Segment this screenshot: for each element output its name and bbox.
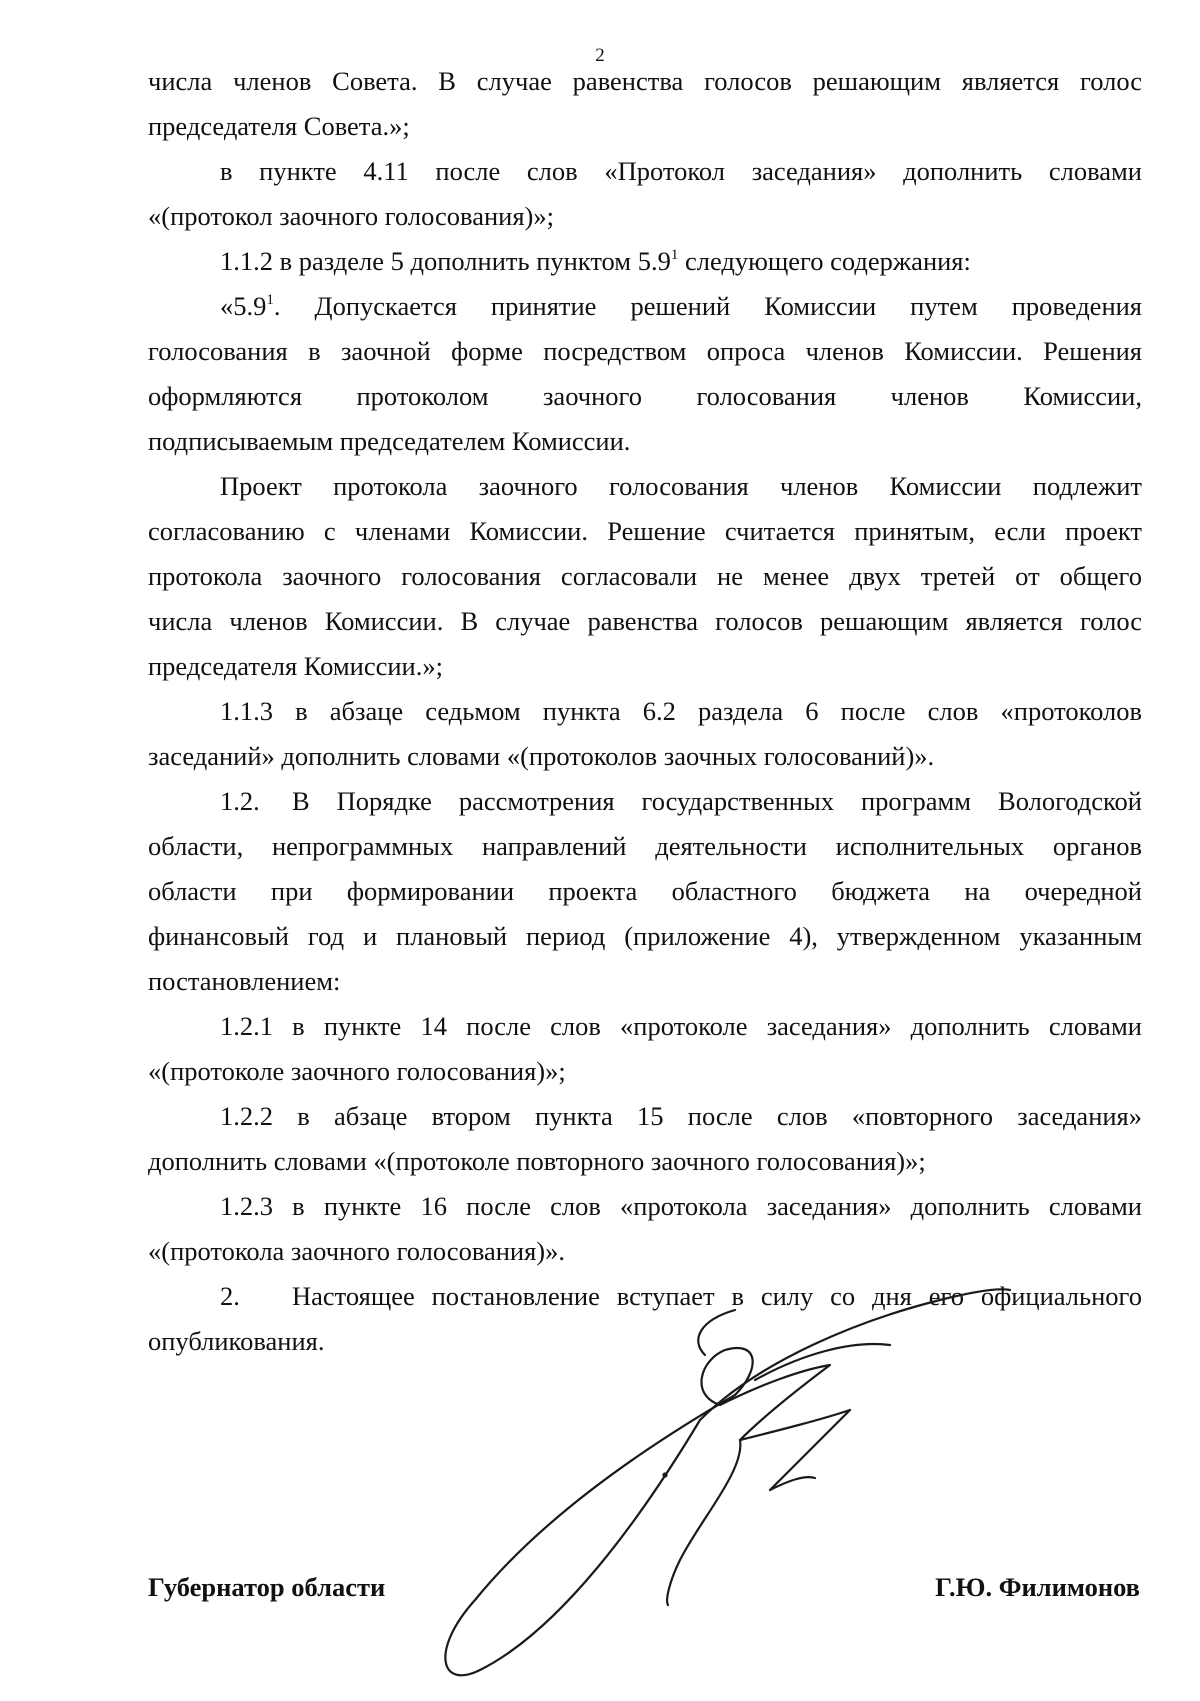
text-span: . Допускается принятие решений Комиссии путем проведения bbox=[273, 291, 1142, 321]
text-line: области при формировании проекта областного бюджета на очередной bbox=[148, 876, 1142, 906]
text-line bbox=[220, 786, 1142, 816]
text-line: «(протокола заочного голосования)». bbox=[148, 1236, 565, 1266]
text-line: подписываемым председателем Комиссии. bbox=[148, 426, 631, 456]
text-line: «(протокол заочного голосования)»; bbox=[148, 201, 554, 231]
text-line: в пункте 4.11 после слов «Протокол заседания» дополнить словами bbox=[220, 156, 1142, 186]
text-line: 1.2.2 в абзаце втором пункта 15 после слов «повторного заседания» bbox=[220, 1101, 1142, 1131]
text-line: 1.1.3 в абзаце седьмом пункта 6.2 раздела 6 после слов «протоколов bbox=[220, 696, 1142, 726]
text-span: следующего содержания: bbox=[678, 246, 971, 276]
text-line: дополнить словами «(протоколе повторного заочного голосования)»; bbox=[148, 1146, 926, 1176]
text-line bbox=[220, 1281, 1142, 1311]
text-span: Настоящее постановление вступает в силу со дня его официального bbox=[292, 1281, 1142, 1311]
text-span: 1.1.2 в разделе 5 дополнить пунктом 5.9 bbox=[220, 246, 671, 276]
signatory-title: Губернатор области bbox=[148, 1572, 386, 1602]
superscript: 1 bbox=[266, 292, 274, 308]
text-line: опубликования. bbox=[148, 1326, 325, 1356]
text-line bbox=[220, 291, 1142, 321]
text-line: «(протоколе заочного голосования)»; bbox=[148, 1056, 566, 1086]
text-line bbox=[220, 246, 971, 276]
superscript: 1 bbox=[670, 247, 679, 263]
text-line: числа членов Совета. В случае равенства голосов решающим является голос bbox=[148, 66, 1142, 96]
text-span: «5.9 bbox=[220, 291, 267, 321]
signatory-name: Г.Ю. Филимонов bbox=[935, 1572, 1140, 1602]
text-span: В Порядке рассмотрения государственных программ Вологодской bbox=[292, 786, 1142, 816]
text-line: председателя Совета.»; bbox=[148, 111, 410, 141]
text-line: числа членов Комиссии. В случае равенства голосов решающим является голос bbox=[148, 606, 1142, 636]
clause-number: 2. bbox=[220, 1281, 240, 1311]
page-number: 2 bbox=[595, 45, 605, 66]
text-line: согласованию с членами Комиссии. Решение считается принятым, если проект bbox=[148, 516, 1142, 546]
text-line: председателя Комиссии.»; bbox=[148, 651, 443, 681]
clause-number: 1.2. bbox=[220, 786, 260, 816]
text-line: постановлением: bbox=[148, 966, 341, 996]
text-line: оформляются протоколом заочного голосования членов Комиссии, bbox=[148, 381, 1142, 411]
text-line: 1.2.1 в пункте 14 после слов «протоколе заседания» дополнить словами bbox=[220, 1011, 1142, 1041]
text-line: финансовый год и плановый период (приложение 4), утвержденном указанным bbox=[148, 921, 1142, 951]
text-line: голосования в заочной форме посредством опроса членов Комиссии. Решения bbox=[148, 336, 1142, 366]
text-line: заседаний» дополнить словами «(протоколов заочных голосований)». bbox=[148, 741, 935, 771]
text-line: Проект протокола заочного голосования членов Комиссии подлежит bbox=[220, 471, 1142, 501]
text-line: области, непрограммных направлений деятельности исполнительных органов bbox=[148, 831, 1142, 861]
text-line: протокола заочного голосования согласовали не менее двух третей от общего bbox=[148, 561, 1142, 591]
text-line: 1.2.3 в пункте 16 после слов «протокола заседания» дополнить словами bbox=[220, 1191, 1142, 1221]
